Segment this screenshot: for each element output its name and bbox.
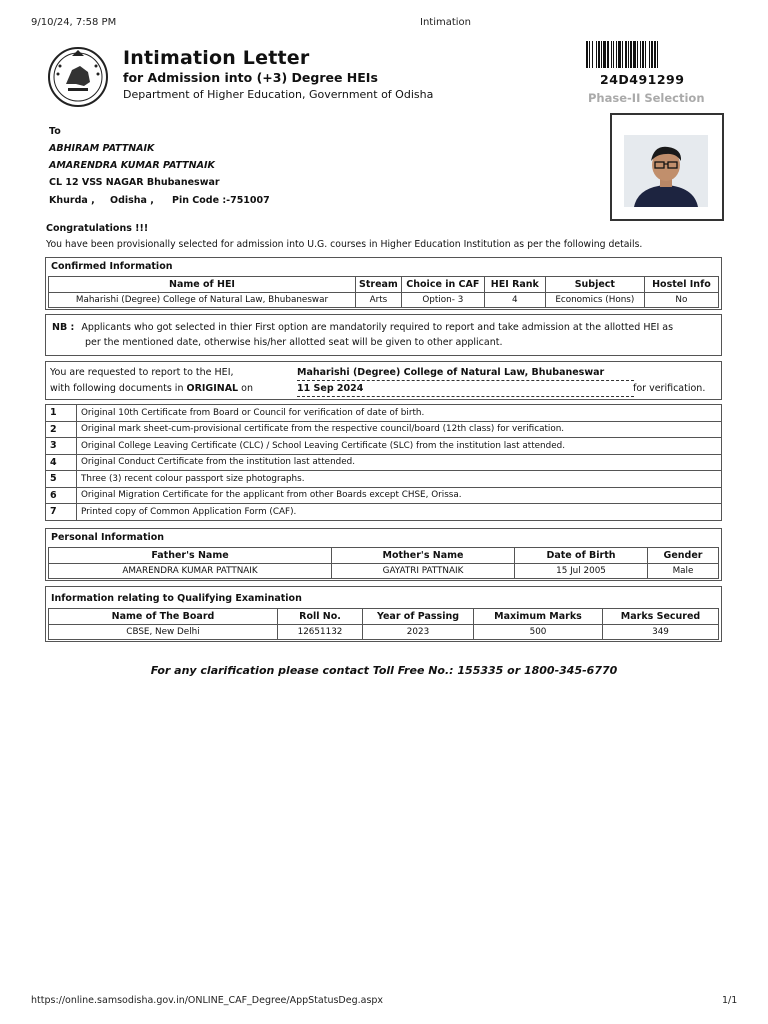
column-header: Marks Secured — [603, 609, 719, 625]
contact-helpline-text: For any clarification please contact Toll Free No.: 155335 or 1800-345-6770 — [150, 664, 618, 677]
print-datetime: 9/10/24, 7:58 PM — [31, 17, 117, 28]
provisional-selection-text: You have been provisionally selected for admission into U.G. courses in Higher Education Institution as per the following details. — [46, 239, 643, 250]
guardian-name: AMARENDRA KUMAR PATTNAIK — [49, 160, 215, 171]
report-line1: You are requested to report to the HEI, — [50, 367, 234, 378]
personal-info-table — [48, 547, 719, 579]
doc-text: Three (3) recent colour passport size photographs. — [77, 471, 722, 488]
applicant-photo — [624, 135, 708, 207]
doc-number: 5 — [46, 471, 77, 488]
table-cell: 349 — [603, 625, 719, 640]
doc-text: Original mark sheet-cum-provisional certificate from the respective council/board (12th class) for verification. — [77, 421, 722, 438]
column-header: Mother's Name — [332, 548, 515, 564]
table-row — [46, 421, 722, 438]
column-header: Roll No. — [278, 609, 363, 625]
doc-number: 1 — [46, 405, 77, 422]
confirmed-info-heading: Confirmed Information — [51, 261, 173, 272]
table-row — [46, 405, 722, 422]
letter-title: Intimation Letter — [123, 47, 310, 69]
original-emphasis: ORIGINAL — [186, 383, 239, 394]
doc-number: 7 — [46, 504, 77, 521]
personal-info-section — [45, 528, 722, 581]
column-header: Year of Passing — [363, 609, 474, 625]
address-line: CL 12 VSS NAGAR Bhubaneswar — [49, 177, 220, 188]
table-row — [46, 454, 722, 471]
table-cell: 12651132 — [278, 625, 363, 640]
personal-info-heading: Personal Information — [51, 532, 165, 543]
table-cell: Arts — [356, 293, 402, 308]
table-cell: 2023 — [363, 625, 474, 640]
print-page-title: Intimation — [420, 17, 472, 28]
barcode-image — [586, 41, 700, 68]
odisha-emblem-logo — [46, 44, 110, 108]
nb-text-line2: per the mentioned date, otherwise his/her allotted seat will be given to other applicant. — [85, 337, 503, 348]
table-row — [46, 504, 722, 521]
documents-table — [45, 404, 722, 521]
report-date: 11 Sep 2024 — [297, 383, 634, 397]
applicant-name: ABHIRAM PATTNAIK — [49, 143, 155, 154]
doc-number: 6 — [46, 487, 77, 504]
confirmed-info-section — [45, 257, 722, 310]
table-cell: Economics (Hons) — [545, 293, 644, 308]
qualifying-exam-table — [48, 608, 719, 640]
nb-label: NB : — [52, 322, 75, 333]
table-row — [49, 564, 719, 579]
department-name: Department of Higher Education, Government of Odisha — [123, 88, 434, 101]
report-hei-name: Maharishi (Degree) College of Natural Law, Bhubaneswar — [297, 367, 634, 381]
column-header: Hostel Info — [644, 277, 718, 293]
print-page-number: 1/1 — [722, 995, 738, 1006]
table-cell: Male — [648, 564, 719, 579]
address-state: Odisha , — [110, 195, 154, 206]
table-row — [49, 625, 719, 640]
address-pin: Pin Code :-751007 — [172, 195, 270, 206]
table-cell: CBSE, New Delhi — [49, 625, 278, 640]
qualifying-exam-heading: Information relating to Qualifying Examination — [51, 593, 302, 604]
table-header-row — [49, 277, 719, 293]
table-row — [46, 487, 722, 504]
doc-text: Original Conduct Certificate from the institution last attended. — [77, 454, 722, 471]
column-header: Date of Birth — [515, 548, 648, 564]
column-header: Subject — [545, 277, 644, 293]
column-header: Name of HEI — [49, 277, 356, 293]
table-cell: No — [644, 293, 718, 308]
doc-text: Original College Leaving Certificate (CLC) / School Leaving Certificate (SLC) from the institution last attended. — [77, 438, 722, 455]
column-header: Stream — [356, 277, 402, 293]
print-footer-url: https://online.samsodisha.gov.in/ONLINE_CAF_Degree/AppStatusDeg.aspx — [31, 995, 384, 1006]
table-header-row — [49, 609, 719, 625]
doc-text: Original Migration Certificate for the applicant from other Boards except CHSE, Orissa. — [77, 487, 722, 504]
table-cell: 500 — [474, 625, 603, 640]
table-cell: Option- 3 — [401, 293, 484, 308]
applicant-photo-frame — [610, 113, 724, 221]
column-header: HEI Rank — [484, 277, 545, 293]
doc-text: Original 10th Certificate from Board or Council for verification of date of birth. — [77, 405, 722, 422]
doc-number: 2 — [46, 421, 77, 438]
verification-text: for verification. — [633, 383, 706, 394]
table-row — [49, 293, 719, 308]
table-cell: 4 — [484, 293, 545, 308]
doc-number: 3 — [46, 438, 77, 455]
table-cell: AMARENDRA KUMAR PATTNAIK — [49, 564, 332, 579]
report-instructions — [45, 361, 722, 400]
column-header: Choice in CAF — [401, 277, 484, 293]
table-row — [46, 438, 722, 455]
address-district: Khurda , — [49, 195, 95, 206]
qualifying-exam-section — [45, 586, 722, 642]
doc-number: 4 — [46, 454, 77, 471]
letter-subtitle: for Admission into (+3) Degree HEIs — [123, 70, 378, 85]
column-header: Name of The Board — [49, 609, 278, 625]
column-header: Gender — [648, 548, 719, 564]
phase-label: Phase-II Selection — [588, 91, 705, 105]
doc-text: Printed copy of Common Application Form (CAF). — [77, 504, 722, 521]
nb-notice — [45, 314, 722, 356]
address-to: To — [49, 126, 61, 137]
nb-text-line1: Applicants who got selected in thier First option are mandatorily required to report and take admission at the allotted HEI as — [81, 322, 674, 333]
table-header-row — [49, 548, 719, 564]
column-header: Maximum Marks — [474, 609, 603, 625]
table-cell: GAYATRI PATTNAIK — [332, 564, 515, 579]
column-header: Father's Name — [49, 548, 332, 564]
application-number: 24D491299 — [600, 72, 685, 87]
congratulations-text: Congratulations !!! — [46, 223, 149, 234]
table-row — [46, 471, 722, 488]
table-cell: Maharishi (Degree) College of Natural Law, Bhubaneswar — [49, 293, 356, 308]
table-cell: 15 Jul 2005 — [515, 564, 648, 579]
confirmed-info-table — [48, 276, 719, 308]
report-line2: with following documents in ORIGINAL on — [50, 383, 253, 394]
